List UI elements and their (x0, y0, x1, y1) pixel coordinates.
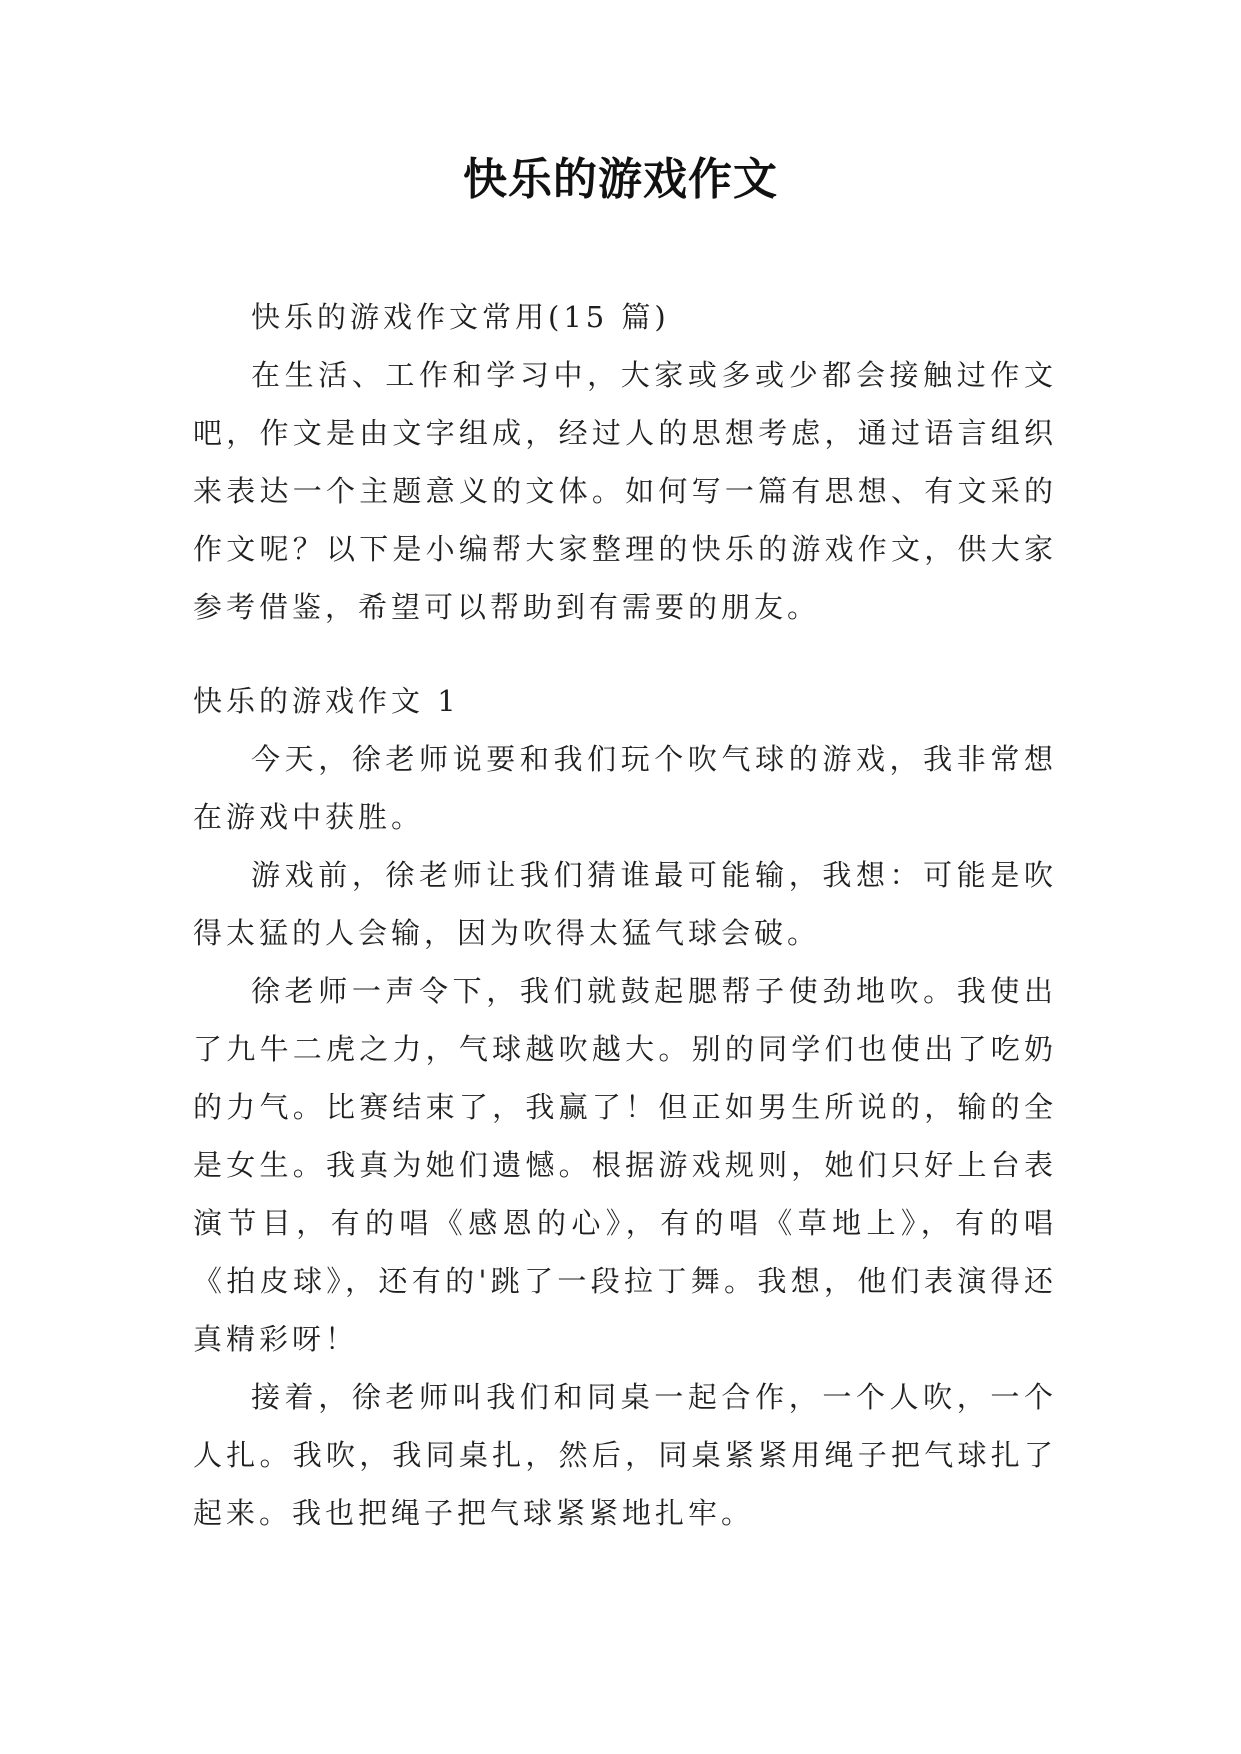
section-heading: 快乐的游戏作文 1 (193, 684, 460, 718)
intro-paragraph: 在生活、工作和学习中，大家或多或少都会接触过作文吧，作文是由文字组成，经过人的思想考虑，通过语言组织来表达一个主题意义的文体。如何写一篇有思想、有文采的作文呢？以下是小编帮大家整理的快乐的游戏作文，供大家参考借鉴，希望可以帮助到有需要的朋友。 (193, 358, 1057, 624)
document-title: 快乐的游戏作文 (463, 154, 778, 205)
document-body (193, 288, 1057, 1542)
body-paragraph: 游戏前，徐老师让我们猜谁最可能输，我想：可能是吹得太猛的人会输，因为吹得太猛气球会破。 (193, 858, 1057, 950)
body-paragraph: 今天，徐老师说要和我们玩个吹气球的游戏，我非常想在游戏中获胜。 (193, 742, 1057, 834)
body-paragraph: 徐老师一声令下，我们就鼓起腮帮子使劲地吹。我使出了九牛二虎之力，气球越吹越大。别的同学们也使出了吃奶的力气。比赛结束了，我赢了！但正如男生所说的，输的全是女生。我真为她们遗憾。根据游戏规则，她们只好上台表演节目，有的唱《感恩的心》，有的唱《草地上》，有的唱《拍皮球》，还有的'跳了一段拉丁舞。我想，他们表演得还真精彩呀！ (193, 974, 1057, 1356)
body-paragraph: 接着，徐老师叫我们和同桌一起合作，一个人吹，一个人扎。我吹，我同桌扎，然后，同桌紧紧用绳子把气球扎了起来。我也把绳子把气球紧紧地扎牢。 (193, 1380, 1057, 1530)
document-subtitle: 快乐的游戏作文常用(15 篇) (251, 300, 670, 334)
